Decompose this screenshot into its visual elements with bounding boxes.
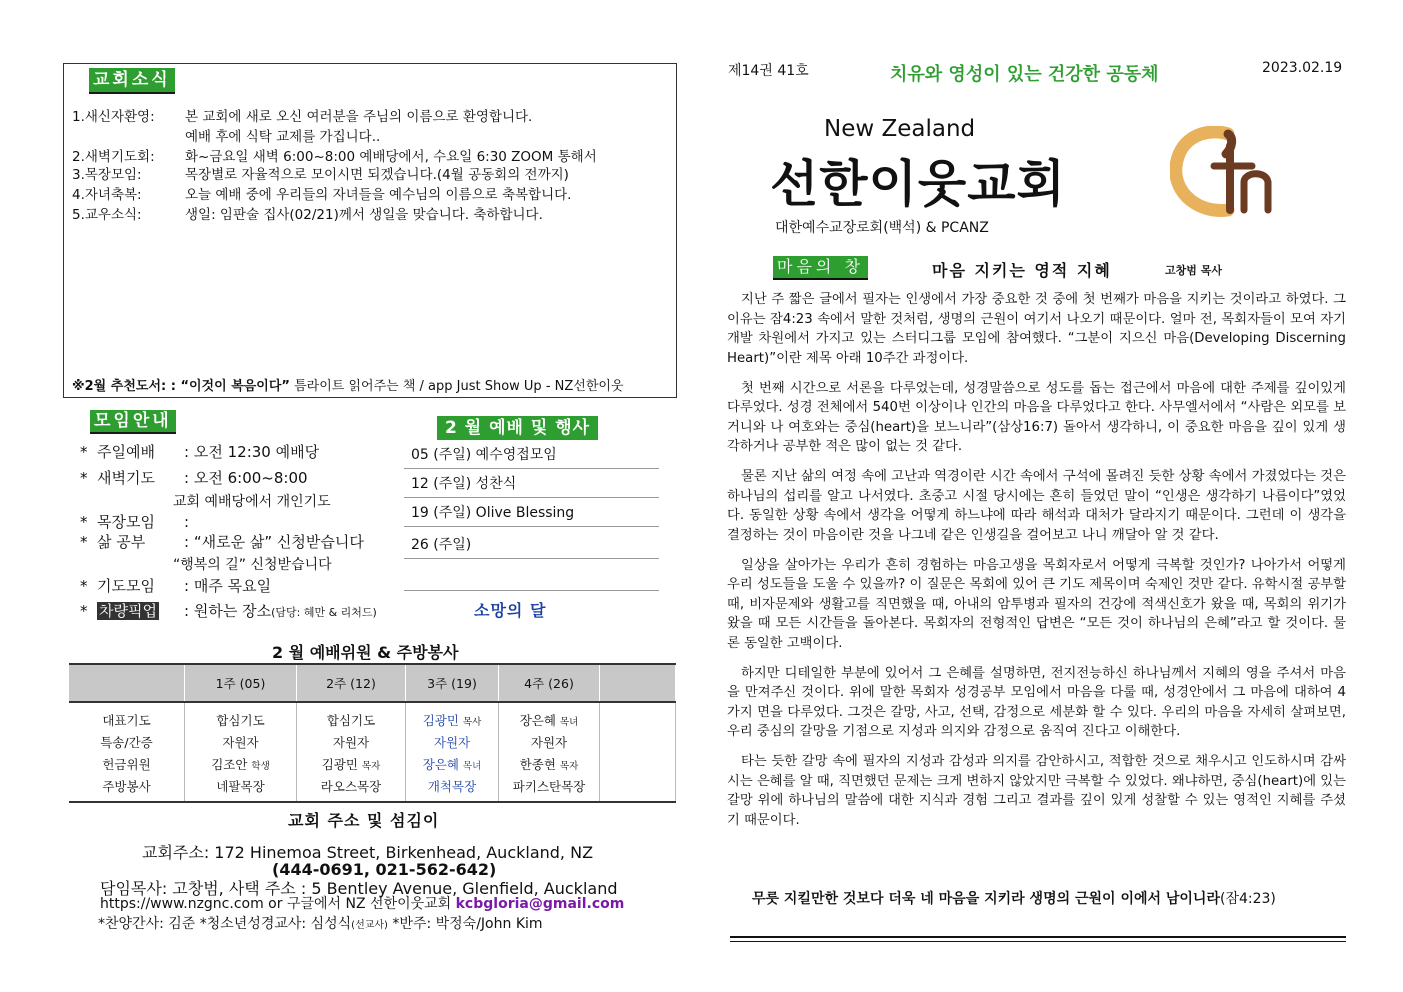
church-slogan: 치유와 영성이 있는 건강한 공동체 <box>890 64 1159 85</box>
event-item <box>404 563 659 591</box>
volume-number: 제14권 41호 <box>728 63 809 79</box>
address-title: 교회 주소 및 섬김이 <box>288 811 440 830</box>
table-row: 헌금위원 김조안 학생 김광민 목자 장은혜 목녀 한종현 목자 <box>69 753 676 775</box>
recommended-book: ※2월 추천도서: : “이것이 복음이다” 틈라이트 읽어주는 책 / app Just Show Up - NZ선한이웃 <box>72 379 624 394</box>
church-news-box <box>63 63 677 398</box>
article-body <box>727 290 1346 841</box>
church-address: 교회주소: 172 Hinemoa Street, Birkenhead, Auckland, NZ <box>142 843 594 862</box>
event-item: 26 (주일) <box>404 531 659 559</box>
roster-title: 2 월 예배위원 & 주방봉사 <box>272 643 459 662</box>
meeting-subtext: “행복의 길” 신청받습니다 <box>173 557 332 573</box>
website-link[interactable]: https://www.nzgnc.com <box>100 896 264 912</box>
divider <box>730 941 1346 942</box>
denomination: 대한예수교장로회(백석) & PCANZ <box>775 220 989 236</box>
meeting-row: * 삶 공부 : “새로운 삶” 신청받습니다 <box>80 533 364 551</box>
article-paragraph: 지난 주 짧은 글에서 필자는 인생에서 가장 중요한 것 중에 첫 번째가 마음을 지키는 것이라고 하였다. 그 이유는 잠4:23 속에서 말한 것처럼, 생명의 근원이 여기서 나오기 때문이다. 얼마 전, 목회자들이 모여 자기개발 차원에서 가지고 있는 스터디그룹 모임에 참여했다. “그분이 지으신 마음(Developing Discerning Heart)”이란 제목 아래 10주간 과정이다. <box>727 292 1346 366</box>
meeting-row: * 차량픽업 : 원하는 장소(담당: 혜만 & 리처드) <box>80 602 377 620</box>
event-item: 12 (주일) 성찬식 <box>404 470 659 498</box>
meeting-row: * 새벽기도 : 오전 6:00~8:00 <box>80 469 308 487</box>
news-title: 교회소식 <box>89 68 175 94</box>
table-row: 주방봉사 네팔목장 라오스목장 개척목장 파키스탄목장 <box>69 775 676 802</box>
event-item: 05 (주일) 예수영접모임 <box>404 441 659 469</box>
web-line: https://www.nzgnc.com or 구글에서 NZ 선한이웃교회 kcbgloria@gmail.com <box>100 896 625 912</box>
staff-line: *찬양간사: 김준 *청소년성경교사: 심성식(선교사) *반주: 박정숙/John Kim <box>98 916 543 932</box>
news-item: 3.목장모임: 목장별로 자율적으로 모이시면 되겠습니다.(4월 공동회의 전까지) <box>72 167 569 183</box>
article-paragraph: 첫 번째 시간으로 서론을 다루었는데, 성경말씀으로 성도를 돕는 접근에서 마음에 대한 주제를 깊이있게 다루었다. 성경 전체에서 540번 이상이나 인간의 마음을 다루었다고 한다. 사무엘서에서 “사람은 외모를 보거니와 나 여호와는 중심(heart)을 보느니라”(삼상16:7) 돌아서 생각하니, 이 중요한 마음을 깊이 있게 생각하거나 공부한 적은 많이 없는 것 같다. <box>727 380 1346 454</box>
article-paragraph: 하지만 디테일한 부분에 있어서 그 은혜를 설명하면, 전지전능하신 하나님께서 지혜의 영을 주셔서 마음을 만져주신 것이다. 위에 말한 목회자 성경공부 모임에서 마음을 다룰 때, 성경안에서 그 마음에 대하여 4가지 면을 다루었다. 그것은 갈망, 사고, 선택, 감정으로 세분화 할 수 있다. 우리의 마음을 자세히 살펴보면, 우리 중심의 갈망을 기점으로 지성과 의지와 감정으로 움직여 진다고 이해한다. <box>727 665 1346 739</box>
meeting-row: * 목장모임 : <box>80 513 190 531</box>
country-label: New Zealand <box>824 116 976 142</box>
pastor-address: 담임목사: 고창범, 사택 주소 : 5 Bentley Avenue, Glenfield, Auckland <box>100 879 618 898</box>
bulletin-date: 2023.02.19 <box>1262 60 1343 76</box>
news-item: 4.자녀축복: 오늘 예배 중에 우리들의 자녀들을 예수님의 이름으로 축복합니다. <box>72 187 572 203</box>
meeting-subtext: 교회 예배당에서 개인기도 <box>173 494 331 510</box>
events-title: 2 월 예배 및 행사 <box>437 416 598 440</box>
article-paragraph: 타는 듯한 갈망 속에 필자의 지성과 감성과 의지를 감안하시고, 적합한 것으로 채우시고 인도하시며 감싸시는 은혜를 알 때, 직면했던 문제는 크게 변하지 않았지만 극복할 수 있었다. 왜냐하면, 중심(heart)에 있는 갈망 위에 하나님의 말씀에 대한 지식과 경험 그리고 결과를 깊이 있게 성찰할 수 있는 영적인 지혜를 주셨기 때문이다. <box>727 754 1346 828</box>
article-paragraph: 물론 지난 삶의 여정 속에 고난과 역경이란 시간 속에서 구석에 몰려진 듯한 상황 속에서 가졌었다는 것은 하나님의 섭리를 알고 나서였다. 초중고 시절 당시에는 흔히 들었던 말이 “인생은 생각하기 나름이다”였었다. 동일한 상황 속에서 생각을 어떻게 하느냐에 따라 해석과 대처가 달라지기 때문이다. 그런데 이 생각을 결정하는 것이 마음이란 것을 나그네 같은 인생길을 걸어보고 나니 깨달아 알 것 같다. <box>727 469 1346 543</box>
email-link[interactable]: kcbgloria@gmail.com <box>455 896 625 912</box>
column-header: 3주 (19) <box>406 664 499 702</box>
article-author: 고창범 목사 <box>1165 264 1222 277</box>
roster-table <box>69 663 676 803</box>
column-header <box>69 664 185 702</box>
column-header: 2주 (12) <box>297 664 406 702</box>
column-header <box>600 664 676 702</box>
meetings-title: 모임안내 <box>90 410 176 434</box>
column-header: 1주 (05) <box>185 664 297 702</box>
news-item: 예배 후에 식탁 교제를 가집니다.. <box>185 129 381 145</box>
article-paragraph: 일상을 살아가는 우리가 흔히 경험하는 마음고생을 목회자로서 어떻게 극복할 것인가? 나아가서 어떻게 우리 성도들을 도울 수 있을까? 이 질문은 목회에 있어 큰 기도 제목이며 숙제인 것만 같다. 유학시절 공부할 때, 비자문제와 생활고를 직면했을 때, 아내의 암투병과 필자의 건강에 적색신호가 왔을 때, 목회의 위기가 왔을 때 모든 시간들을 돌아본다. 목회자의 전형적인 답변은 “모든 것이 하나님의 은혜”라고 할 것이다. 물론 동일한 고백이다. <box>727 557 1346 651</box>
news-item: 2.새벽기도회: 화~금요일 새벽 6:00~8:00 예배당에서, 수요일 6:30 ZOOM 통해서 <box>72 149 597 165</box>
column-header: 4주 (26) <box>499 664 600 702</box>
article-title: 마음 지키는 영적 지혜 <box>932 261 1112 280</box>
church-logo-icon <box>1170 126 1280 218</box>
phone-numbers: (444-0691, 021-562-642) <box>272 860 497 879</box>
column-tag: 마음의 창 <box>773 256 868 280</box>
meeting-row: * 주일예배 : 오전 12:30 예배당 <box>80 443 320 461</box>
church-name: 선한이웃교회 <box>770 155 1066 213</box>
divider <box>730 936 1346 938</box>
scripture-verse: 무릇 지킬만한 것보다 더욱 네 마음을 지키라 생명의 근원이 이에서 남이니라(잠4:23) <box>752 891 1276 907</box>
news-item: 1.새신자환영: 본 교회에 새로 오신 여러분을 주님의 이름으로 환영합니다. <box>72 109 533 125</box>
news-item: 5.교우소식: 생일: 임판술 집사(02/21)께서 생일을 맞습니다. 축하합니다. <box>72 207 543 223</box>
event-item: 19 (주일) Olive Blessing <box>404 499 659 527</box>
month-theme: 소망의 달 <box>474 601 547 620</box>
table-header-row <box>69 664 676 702</box>
meeting-row: * 기도모임 : 매주 목요일 <box>80 577 272 595</box>
table-row: 대표기도 합심기도 합심기도 김광민 목사 장은혜 목녀 <box>69 702 676 731</box>
table-row: 특송/간증 자원자 자원자 자원자 자원자 <box>69 731 676 753</box>
